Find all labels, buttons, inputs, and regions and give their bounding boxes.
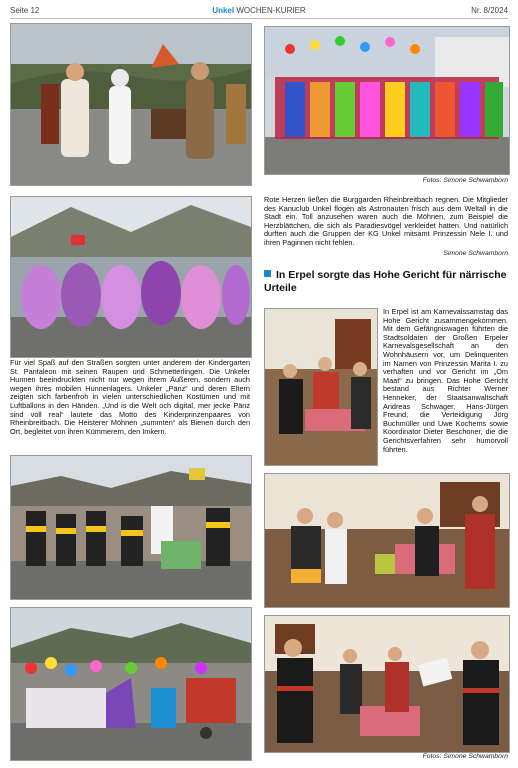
photo-butterflies-parade — [10, 196, 252, 358]
photo-credit-bottom: Fotos: Simone Schwamborn — [422, 753, 508, 760]
photo-credit-top: Fotos: Simone Schwamborn — [422, 177, 508, 184]
caption-astronauts: Rote Herzen ließen die Burggarden Rheinbreitbach regnen. Die Mitglieder des Kanuclub Unkel flogen als Astronauten frisch aus dem Weltall in die Stadt ein. Toll anzusehen waren auch die Möhnen, zum Beispiel die Herzblättchen, die sich als Paradiesvögel verkleidet hatten. Und natürlich durften auch die Gruppen der KG Unkel mitsamt Prinzessin Nele I. und ihren Paginnen nicht fehlen. — [264, 195, 508, 247]
photo-court-desk — [264, 308, 378, 466]
brand-name: Unkel — [212, 6, 235, 15]
newspaper-title — [10, 6, 508, 15]
photo-credit-middle: Simone Schwamborn — [443, 250, 508, 257]
photo-group-colorful — [264, 26, 510, 175]
photo-court-reading — [264, 473, 510, 608]
photo-bees-parade — [10, 455, 252, 600]
headline-marker — [264, 270, 271, 277]
page-header — [10, 4, 508, 19]
paper-name: WOCHEN-KURIER — [236, 6, 306, 15]
issue-number: Nr. 8/2024 — [471, 6, 508, 15]
photo-astronauts-street — [10, 23, 252, 186]
photo-court-verdict — [264, 615, 510, 753]
photo-kids-wagons — [10, 607, 252, 761]
page-number: Seite 12 — [10, 6, 40, 15]
caption-kindergarten: Für viel Spaß auf den Straßen sorgten unter anderem der Kindergarten St. Pantaleon mit seinen Raupen und Schmetterlingen. Die Unkeler Hunnen beeindruckten nicht nur wegen ihrem Äußeren, sondern auch wegen ihres mobilen Hunnenlagers. Unkeler „Pänz“ und deren Eltern zeigten sich farbenfroh in vielen unterschiedlichen Kostümen und mit Luftballons in den Händen. „Und is die Welt och digital, mer jecke Pänz sind voll real“ lautete das Motto des Kinderprinzenpaares von Rheinbreitbach. Die Heisterer Möhnen „summten“ als Bienen durch den Ort, begleitet von ihren Kümmerern, den Imkern. — [10, 358, 250, 436]
section-headline: In Erpel sorgte das Hohe Gericht für närrische Urteile — [264, 269, 507, 294]
article-body: In Erpel ist am Karnevalssamstag das Hohe Gericht zusammengekommen. Mit dem Gefängniswagen führten die Stadtsoldaten der Großen Erpeler Karnevalsgesellschaft an den Wohnhäusern vor, um Delinquenten im Namen von Prinzessin Marita I. zu verhaften und vor Gericht im „Om Maat“ zu bringen. Das Hohe Gericht bestand aus Richter Werner Henneker, der Staatsanwaltschaft Andreas Schwager, Hans-Jürgen Freund, die Verteidigung Jörg Buchmüller und Uwe Kochems sowie Koordinator Dieter Beschoner, die die Gerichtsverfahren sehr humorvoll führten. — [383, 307, 508, 454]
